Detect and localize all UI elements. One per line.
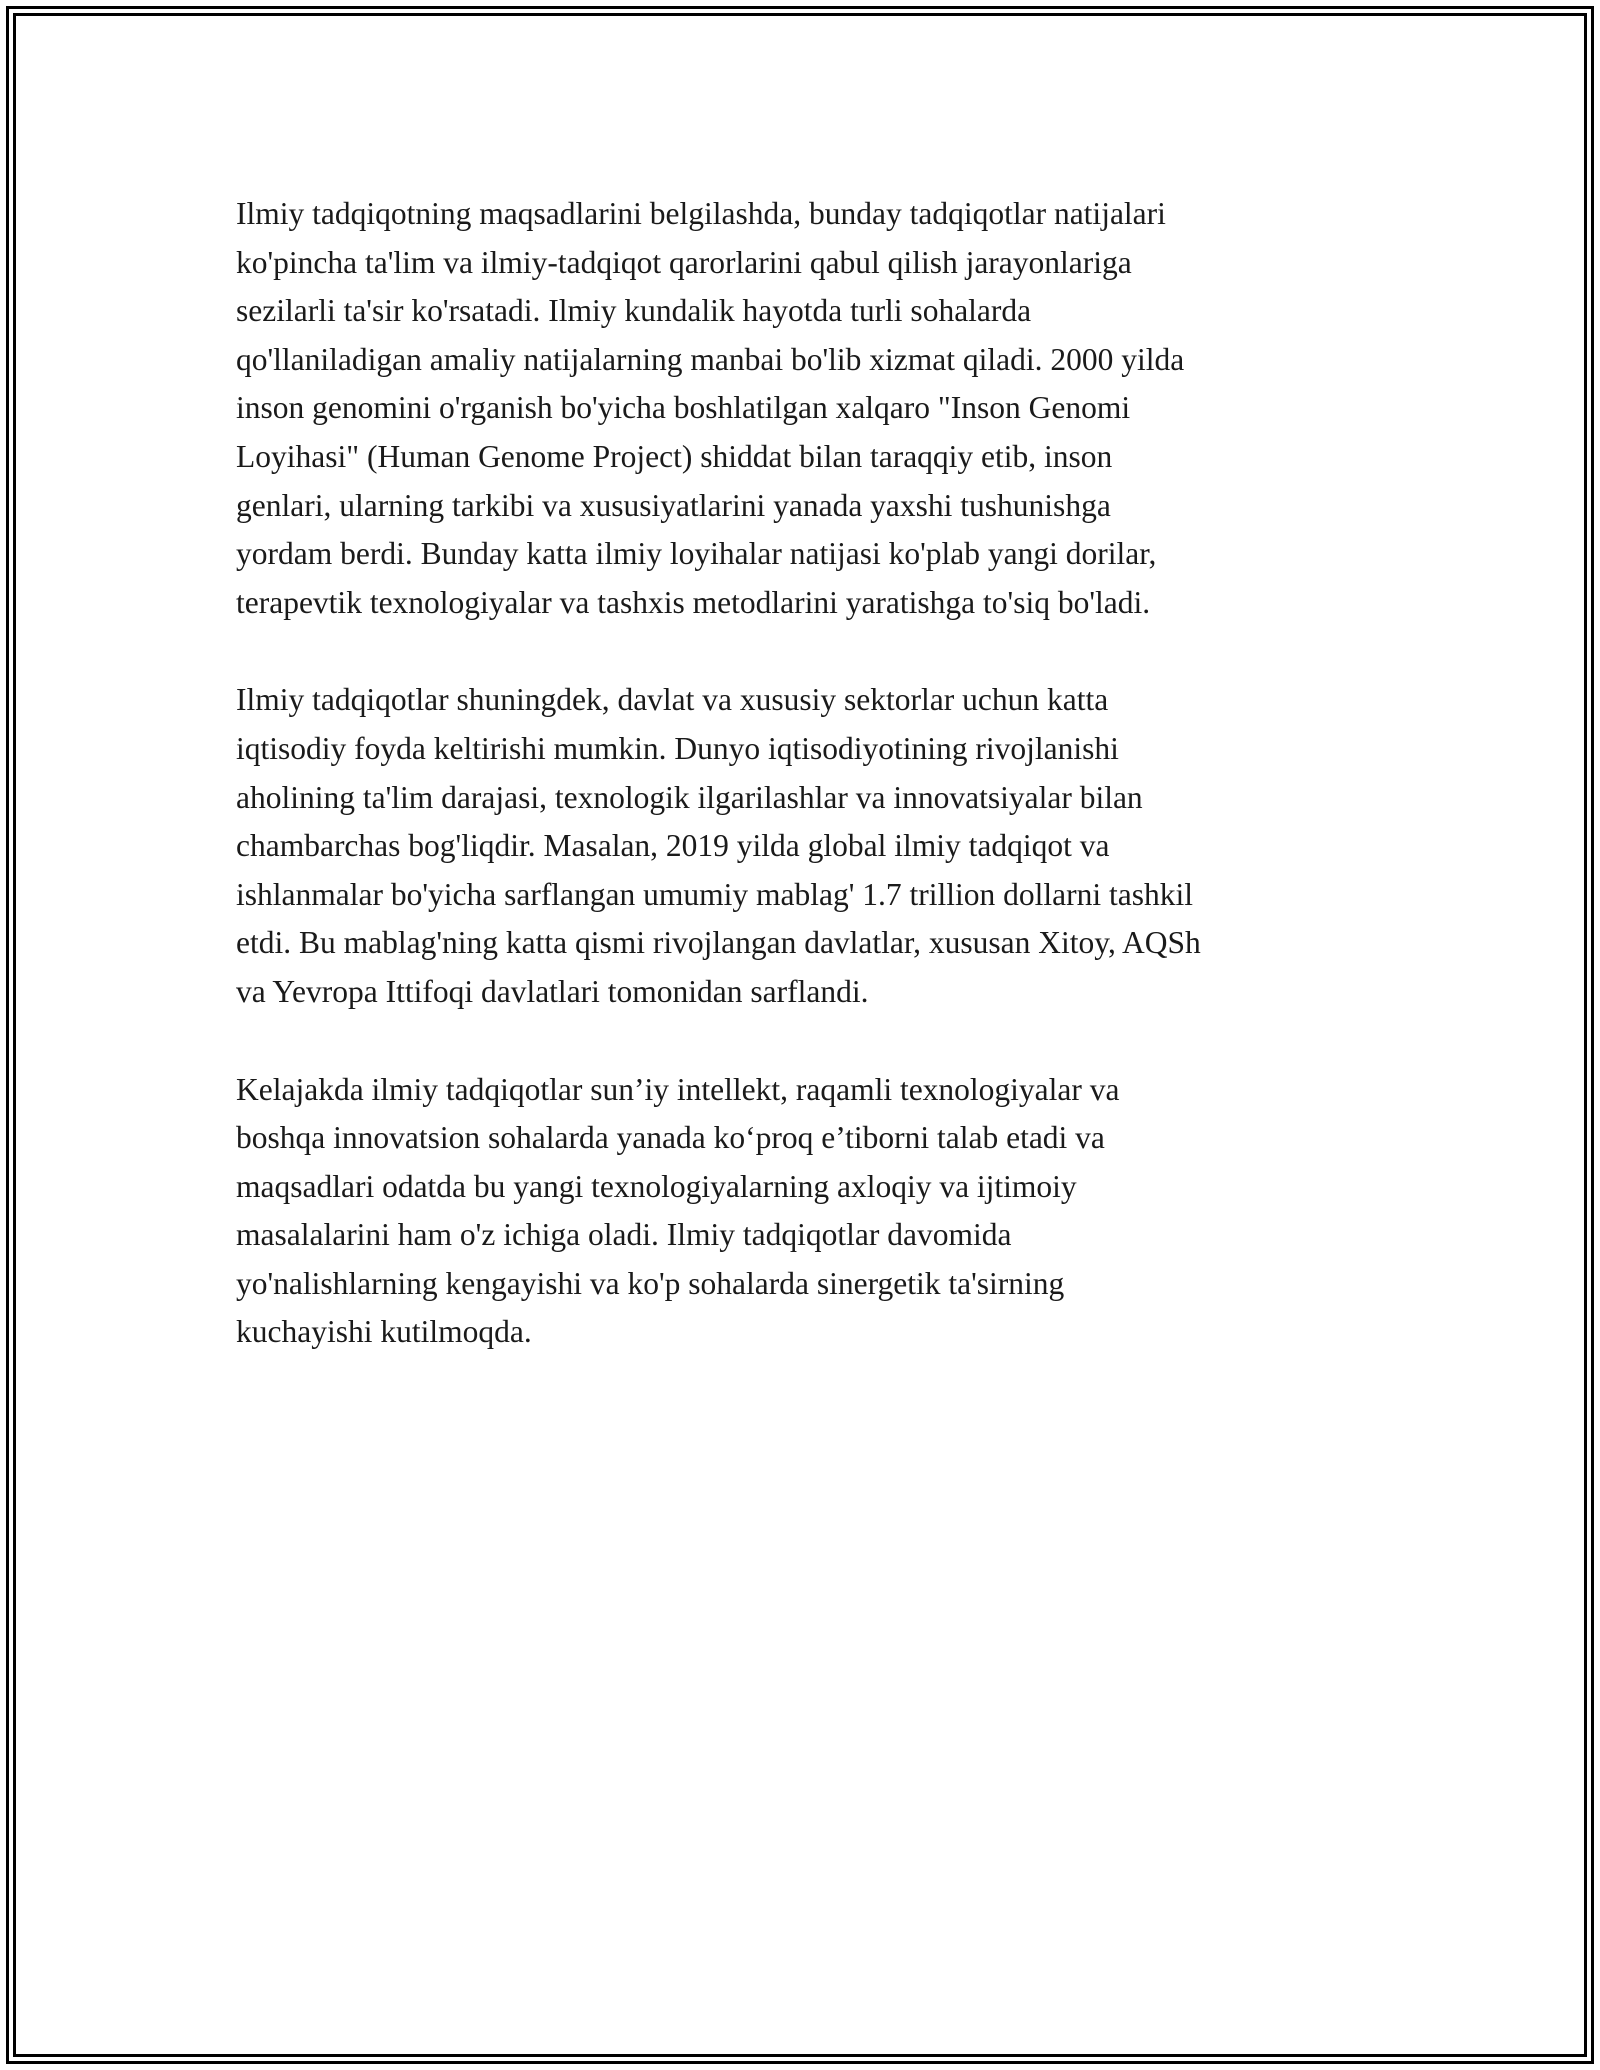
paragraph-future-research: Kelajakda ilmiy tadqiqotlar sun’iy intellekt, raqamli texnologiyalar va boshqa innovatsion sohalarda yanada ko‘proq e’tiborni talab etadi va maqsadlari odatda bu yangi texnologiyalarning axloqiy va ijtimoiy masalalarini ham o'z ichiga oladi. Ilmiy tadqiqotlar davomida yo'nalishlarning kengayishi va ko'p sohalarda sinergetik ta'sirning kuchayishi kutilmoqda. <box>236 1071 1120 1350</box>
paragraph-economic-benefit: Ilmiy tadqiqotlar shuningdek, davlat va xususiy sektorlar uchun katta iqtisodiy foyda keltirishi mumkin. Dunyo iqtisodiyotining rivojlanishi aholining ta'lim darajasi, texnologik ilgarilashlar va innovatsiyalar bilan chambarchas bog'liqdir. Masalan, 2019 yilda global ilmiy tadqiqot va ishlanmalar bo'yicha sarflangan umumiy mablag' 1.7 trillion dollarni tashkil etdi. Bu mablag'ning katta qismi rivojlangan davlatlar, xususan Xitoy, AQSh va Yevropa Ittifoqi davlatlari tomonidan sarflandi. <box>236 682 1201 1009</box>
paragraph-research-goals: Ilmiy tadqiqotning maqsadlarini belgilashda, bunday tadqiqotlar natijalari ko'pincha ta'lim va ilmiy-tadqiqot qarorlarini qabul qilish jarayonlariga sezilarli ta'sir ko'rsatadi. Ilmiy kundalik hayotda turli sohalarda qo'llaniladigan amaliy natijalarning manbai bo'lib xizmat qiladi. 2000 yilda inson genomini o'rganish bo'yicha boshlatilgan xalqaro "Inson Genomi Loyihasi" (Human Genome Project) shiddat bilan taraqqiy etib, inson genlari, ularning tarkibi va xususiyatlarini yanada yaxshi tushunishga yordam berdi. Bunday katta ilmiy loyihalar natijasi ko'plab yangi dorilar, terapevtik texnologiyalar va tashxis metodlarini yaratishga to'siq bo'ladi. <box>236 196 1185 620</box>
document-body <box>236 190 1376 1406</box>
